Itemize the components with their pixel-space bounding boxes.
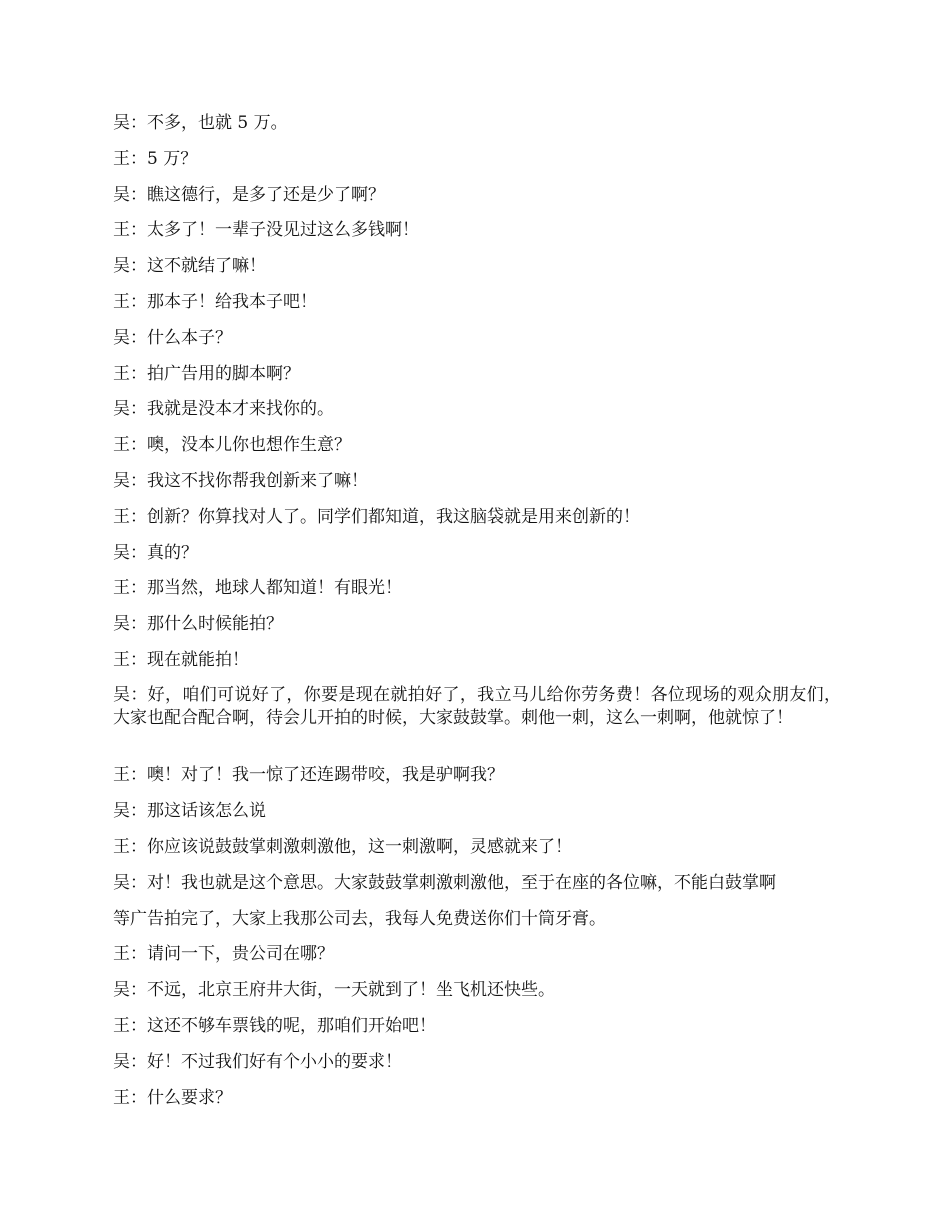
dialogue-line: 吴：那什么时候能拍？ <box>113 614 283 634</box>
dialogue-line: 王：这还不够车票钱的呢，那咱们开始吧！ <box>113 1016 436 1036</box>
dialogue-line: 吴：那这话该怎么说 <box>113 801 266 821</box>
dialogue-line: 吴：不远，北京王府井大街，一天就到了！坐飞机还快些。 <box>113 980 555 1000</box>
dialogue-line: 王：那本子！给我本子吧！ <box>113 292 317 312</box>
dialogue-line: 王：现在就能拍！ <box>113 650 249 670</box>
dialogue-paragraph: 吴：好，咱们可说好了，你要是现在就拍好了，我立马儿给你劳务费！各位现场的观众朋友们，大家也配合配合啊，待会儿开拍的时候，大家鼓鼓掌。刺他一刺，这么一刺啊，他就惊了！ <box>113 685 841 728</box>
dialogue-line: 王：什么要求？ <box>113 1088 232 1108</box>
dialogue-line: 吴：真的？ <box>113 543 198 563</box>
dialogue-line: 王：噢！对了！我一惊了还连踢带咬，我是驴啊我？ <box>113 765 504 785</box>
dialogue-line: 吴：瞧这德行，是多了还是少了啊？ <box>113 185 385 205</box>
dialogue-line: 王：5 万？ <box>113 149 198 169</box>
dialogue-line: 王：请问一下，贵公司在哪？ <box>113 944 334 964</box>
dialogue-line: 王：拍广告用的脚本啊？ <box>113 364 300 384</box>
dialogue-line: 王：太多了！一辈子没见过这么多钱啊！ <box>113 220 419 240</box>
dialogue-line: 王：创新？你算找对人了。同学们都知道，我这脑袋就是用来创新的！ <box>113 507 640 527</box>
dialogue-line: 王：噢，没本儿你也想作生意？ <box>113 435 351 455</box>
dialogue-line: 吴：好！不过我们好有个小小的要求！ <box>113 1052 402 1072</box>
dialogue-line: 王：那当然，地球人都知道！有眼光！ <box>113 578 402 598</box>
dialogue-line: 等广告拍完了，大家上我那公司去，我每人免费送你们十筒牙膏。 <box>113 909 606 929</box>
dialogue-line: 王：你应该说鼓鼓掌刺激刺激他，这一刺激啊，灵感就来了！ <box>113 837 572 857</box>
dialogue-line: 吴：不多，也就 5 万。 <box>113 113 288 133</box>
dialogue-line: 吴：什么本子？ <box>113 328 232 348</box>
dialogue-line: 吴：我就是没本才来找你的。 <box>113 399 334 419</box>
dialogue-line: 吴：我这不找你帮我创新来了嘛！ <box>113 471 368 491</box>
dialogue-line: 吴：对！我也就是这个意思。大家鼓鼓掌刺激刺激他，至于在座的各位嘛，不能白鼓掌啊 <box>113 873 776 893</box>
dialogue-line: 吴：这不就结了嘛！ <box>113 256 266 276</box>
